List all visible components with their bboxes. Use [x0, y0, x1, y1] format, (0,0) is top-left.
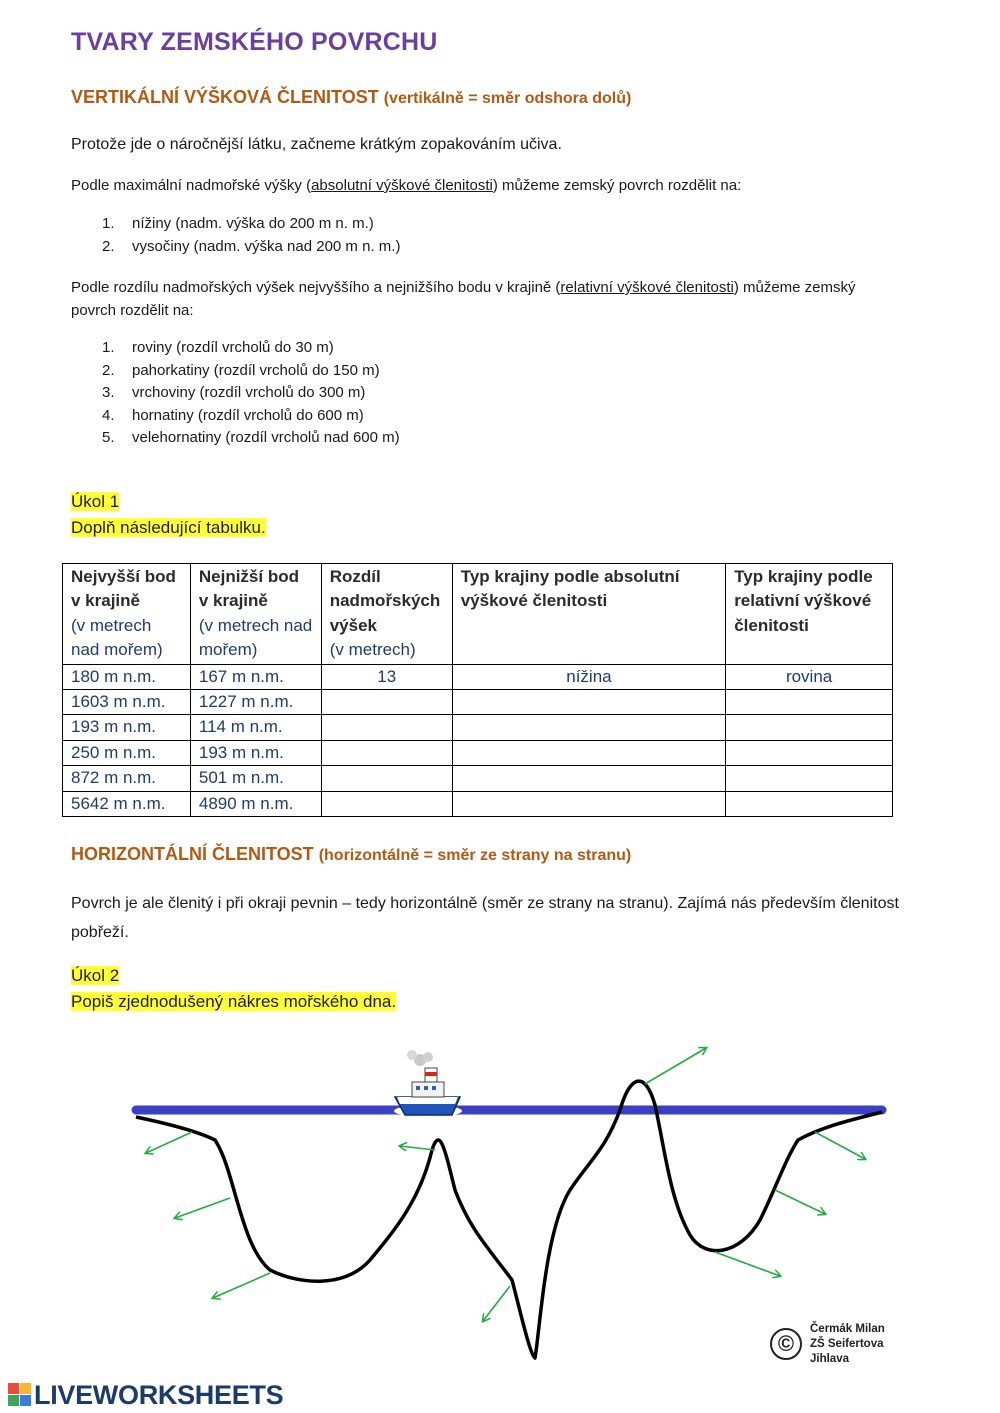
cell-absolute-type: nížina: [452, 664, 725, 689]
cell-lowest: 114 m n.m.: [190, 715, 321, 740]
header-absolute-type: [452, 564, 725, 665]
absolute-paragraph-post: ) můžeme zemský povrch rozdělit na:: [492, 177, 742, 194]
cell-relative-type: rovina: [726, 664, 893, 689]
table-row: [63, 791, 893, 816]
list-text: hornatiny (rozdíl vrcholů do 600 m): [132, 406, 364, 424]
cell-lowest: 4890 m n.m.: [190, 791, 321, 816]
cell-highest: 5642 m n.m.: [63, 791, 191, 816]
list-number: 2.: [102, 237, 115, 255]
credit-text: [810, 1322, 885, 1367]
answer-difference-input[interactable]: [321, 791, 452, 816]
arrow-basin-left: [213, 1273, 270, 1298]
list-text: vysočiny (nadm. výška nad 200 m n. m.): [132, 237, 401, 255]
answer-relative-type-input[interactable]: [726, 740, 893, 765]
header-lowest-point: [190, 564, 321, 665]
list-text: vrchoviny (rozdíl vrcholů do 300 m): [132, 384, 366, 401]
list-number: 1.: [102, 339, 115, 356]
page-title: TVARY ZEMSKÉHO POVRCHU: [71, 28, 438, 56]
cell-highest: 193 m n.m.: [63, 715, 191, 740]
answer-relative-type-input[interactable]: [726, 766, 893, 791]
arrow-slope-right: [775, 1190, 825, 1214]
list-item: [102, 337, 400, 360]
cell-lowest: 193 m n.m.: [190, 740, 321, 765]
cell-highest: 872 m n.m.: [63, 766, 191, 791]
absolute-list: [102, 213, 400, 258]
cell-lowest: 167 m n.m.: [190, 664, 321, 689]
list-item: [102, 213, 400, 236]
elevation-table: [62, 563, 893, 817]
list-text: roviny (rozdíl vrcholů do 30 m): [132, 339, 334, 356]
table-row: [63, 715, 893, 740]
ship-icon: [394, 1050, 462, 1117]
header-title: Nejnižší bod v krajině: [198, 567, 299, 611]
task1-text: Doplň následující tabulku.: [71, 518, 266, 537]
credit-line: Jihlava: [810, 1353, 849, 1365]
section-heading-horizontal-sub: (horizontálně = směr ze strany na stranu): [318, 847, 632, 864]
answer-absolute-type-input[interactable]: [452, 766, 725, 791]
seabed-diagram: [0, 1030, 1000, 1370]
answer-difference-input[interactable]: [321, 715, 452, 740]
answer-difference-input[interactable]: [321, 740, 452, 765]
list-number: 5.: [102, 429, 115, 446]
answer-difference-input[interactable]: [321, 766, 452, 791]
arrow-shelf-right: [815, 1132, 865, 1159]
task1-label: Úkol 1: [71, 492, 120, 511]
list-item: [102, 427, 400, 450]
list-item: [102, 382, 400, 405]
intro-paragraph: Protože jde o náročnější látku, začneme krátkým zopakováním učiva.: [71, 136, 562, 153]
task2-text: Popiš zjednodušený nákres mořského dna.: [71, 992, 397, 1011]
arrow-trench: [483, 1286, 510, 1321]
relative-paragraph-post: ) můžeme zemský povrch rozdělit na:: [71, 279, 856, 319]
cell-lowest: 501 m n.m.: [190, 766, 321, 791]
arrow-slope-left: [175, 1198, 230, 1218]
header-title: Typ krajiny podle absolutní výškové členitosti: [460, 567, 680, 611]
table-row: [63, 664, 893, 689]
header-unit: (v metrech nad mořem): [71, 615, 163, 660]
header-highest-point: [63, 564, 191, 665]
header-title: Rozdíl nadmořských výšek: [329, 567, 441, 635]
horizontal-paragraph: Povrch je ale členitý i při okraji pevnin – tedy horizontálně (směr ze strany na stranu). Zajímá nás především členitost pobřeží.: [71, 895, 899, 941]
cell-highest: 250 m n.m.: [63, 740, 191, 765]
absolute-term: absolutní výškové členitosti: [311, 177, 493, 194]
relative-paragraph-pre: Podle rozdílu nadmořských výšek nejvyššího a nejnižšího bodu v krajině (: [71, 279, 561, 296]
label-arrows: [146, 1048, 865, 1321]
list-item: [102, 236, 400, 259]
cell-highest: 1603 m n.m.: [63, 690, 191, 715]
table-row: [63, 766, 893, 791]
relative-list: [102, 337, 400, 450]
credit-line: ZŠ Seifertova: [810, 1338, 884, 1350]
section-heading-vertical: [71, 87, 631, 108]
task2-label: Úkol 2: [71, 966, 120, 985]
task2: [71, 963, 396, 1015]
header-unit: (v metrech): [329, 640, 416, 660]
answer-relative-type-input[interactable]: [726, 690, 893, 715]
header-title: Nejvyšší bod v krajině: [71, 567, 176, 611]
task1: [71, 489, 266, 541]
list-text: velehornatiny (rozdíl vrcholů nad 600 m): [132, 429, 400, 446]
table-row: [63, 690, 893, 715]
answer-difference-input[interactable]: [321, 690, 452, 715]
header-unit: (v metrech nad mořem): [198, 615, 313, 660]
answer-relative-type-input[interactable]: [726, 715, 893, 740]
section-heading-horizontal: [71, 844, 631, 865]
arrow-shelf-left: [146, 1132, 192, 1153]
section-heading-vertical-sub: (vertikálně = směr odshora dolů): [383, 90, 632, 107]
arrow-basin-right: [715, 1252, 780, 1276]
list-number: 4.: [102, 406, 115, 424]
header-relative-type: [726, 564, 893, 665]
arrow-ridge: [400, 1146, 435, 1150]
list-number: 3.: [102, 384, 115, 401]
list-text: nížiny (nadm. výška do 200 m n. m.): [132, 215, 374, 232]
section-heading-horizontal-main: HORIZONTÁLNÍ ČLENITOST: [71, 844, 314, 864]
answer-absolute-type-input[interactable]: [452, 690, 725, 715]
answer-absolute-type-input[interactable]: [452, 715, 725, 740]
header-difference: [321, 564, 452, 665]
arrow-island: [645, 1048, 706, 1084]
relative-paragraph: [71, 276, 901, 322]
cell-highest: 180 m n.m.: [63, 664, 191, 689]
copyright-icon: ©: [770, 1328, 802, 1360]
table-header-row: [63, 564, 893, 665]
liveworksheets-logo[interactable]: [8, 1380, 283, 1411]
list-number: 1.: [102, 215, 115, 232]
header-title: Typ krajiny podle relativní výškové členitosti: [734, 567, 873, 635]
list-item: [102, 405, 400, 428]
list-item: [102, 360, 400, 383]
cell-lowest: 1227 m n.m.: [190, 690, 321, 715]
absolute-paragraph-pre: Podle maximální nadmořské výšky (: [71, 177, 312, 194]
logo-text: LIVEWORKSHEETS: [34, 1380, 284, 1410]
answer-relative-type-input[interactable]: [726, 791, 893, 816]
section-heading-vertical-main: VERTIKÁLNÍ VÝŠKOVÁ ČLENITOST: [71, 87, 379, 107]
logo-blocks-icon: [8, 1383, 32, 1407]
list-number: 2.: [102, 361, 115, 379]
seabed-profile: [136, 1081, 882, 1358]
answer-absolute-type-input[interactable]: [452, 791, 725, 816]
relative-term: relativní výškové členitosti: [560, 279, 734, 296]
cell-difference: 13: [321, 664, 452, 689]
list-text: pahorkatiny (rozdíl vrcholů do 150 m): [132, 361, 380, 379]
answer-absolute-type-input[interactable]: [452, 740, 725, 765]
table-row: [63, 740, 893, 765]
credit-line: Čermák Milan: [810, 1323, 885, 1335]
absolute-paragraph: [71, 174, 901, 197]
